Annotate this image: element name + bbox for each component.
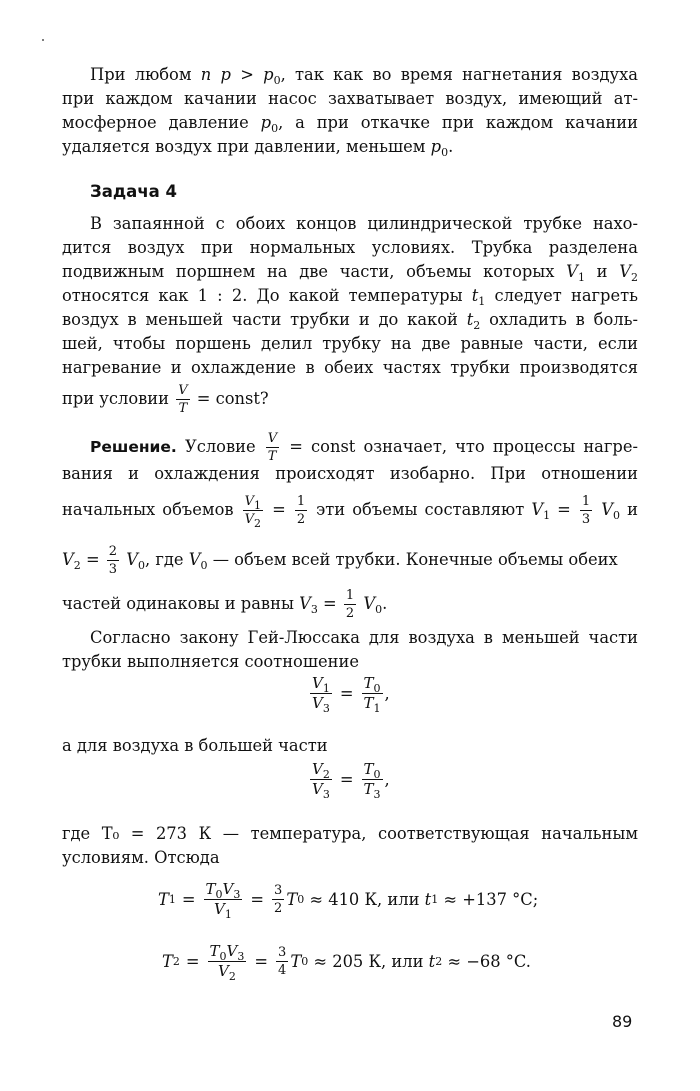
problem-heading: Задача 4 xyxy=(90,182,178,201)
solution-p4-line-2: условиям. Отсюда xyxy=(62,848,220,867)
solution-line-4: $V_2$ = $\frac{2}{3}$ $V_0$, где $V_0$ — объем всей трубки. Конечные объемы обеих xyxy=(62,544,618,577)
fraction-two-thirds: $\frac{2}{3}$ xyxy=(108,544,118,577)
page-number: 89 xyxy=(612,1012,633,1031)
solution-line-1: Решение. Условие $\frac{V}{T}$ = const означает, что процессы нагре- xyxy=(90,431,638,464)
intro-line-4: удаляется воздух при давлении, меньшем $p_0$. xyxy=(62,137,454,159)
fraction-v1-over-v2: $\frac{V_1}{V_2}$ xyxy=(244,494,262,530)
fraction-one-third: $\frac{1}{3}$ xyxy=(581,494,591,527)
formula-t2: T 2 = $\frac{T_0V_3}{V_2}$ = $\frac{3}{4}$ T 0 ≈ 205 К, или t 2 ≈ −68 °C. xyxy=(162,942,531,983)
problem-line-6: шей, чтобы поршень делил трубку на две равные части, если xyxy=(62,334,638,353)
solution-p2-line-1: Согласно закону Гей-Люссака для воздуха в меньшей части xyxy=(90,628,638,647)
problem-line-7: нагревание и охлаждение в обеих частях трубки производятся xyxy=(62,358,638,377)
intro-line-3: мосферное давление $p_0$, а при откачке при каждом качании xyxy=(62,113,638,135)
problem-line-4: относятся как 1 : 2. До какой температуры $t_1$ следует нагреть xyxy=(62,286,638,308)
fraction-v-over-t: $\frac{V}{T}$ xyxy=(178,383,188,416)
fraction-one-half-2: $\frac{1}{2}$ xyxy=(345,588,355,621)
intro-line-1: При любом n $p > p_0$, так как во время нагнетания воздуха xyxy=(90,65,638,87)
fraction-one-half: $\frac{1}{2}$ xyxy=(296,494,306,527)
solution-p2-line-2: трубки выполняется соотношение xyxy=(62,652,359,671)
scan-dot xyxy=(42,39,44,41)
problem-line-1: В запаянной с обоих концов цилиндрической трубке нахо- xyxy=(90,214,638,233)
solution-p3: а для воздуха в большей части xyxy=(62,736,328,755)
problem-line-2: дится воздух при нормальных условиях. Трубка разделена xyxy=(62,238,638,257)
solution-p4-line-1: где T₀ = 273 К — температура, соответствующая начальным xyxy=(62,824,638,843)
problem-line-3: подвижным поршнем на две части, объемы которых $V_1$ и $V_2$ xyxy=(62,262,639,284)
fraction-v-over-t-2: $\frac{V}{T}$ xyxy=(267,431,278,464)
solution-line-3: начальных объемов $\frac{V_1}{V_2}$ = $\frac{1}{2}$ эти объемы составляют $V_1$ = $\frac{1}{3}$ $V_0$ и xyxy=(62,494,638,530)
formula-t1: T 1 = $\frac{T_0V_3}{V_1}$ = $\frac{3}{2}$ T 0 ≈ 410 К, или t 1 ≈ +137 °C; xyxy=(158,880,539,921)
formula-gay-lussac-1: $\frac{V_1}{V_3}$ = $\frac{T_0}{T_1}$ , xyxy=(312,674,390,715)
solution-line-5: частей одинаковы и равны $V_3$ = $\frac{1}{2}$ $V_0$. xyxy=(62,588,388,621)
solution-line-2: вания и охлаждения происходят изобарно. При отношении xyxy=(62,464,638,483)
problem-line-8: при условии $\frac{V}{T}$ = const? xyxy=(62,383,269,416)
problem-line-5: воздух в меньшей части трубки и до какой $t_2$ охладить в боль- xyxy=(62,310,638,332)
formula-gay-lussac-2: $\frac{V_2}{V_3}$ = $\frac{T_0}{T_3}$ , xyxy=(312,760,390,801)
intro-line-2: при каждом качании насос захватывает воздух, имеющий ат- xyxy=(62,89,638,108)
